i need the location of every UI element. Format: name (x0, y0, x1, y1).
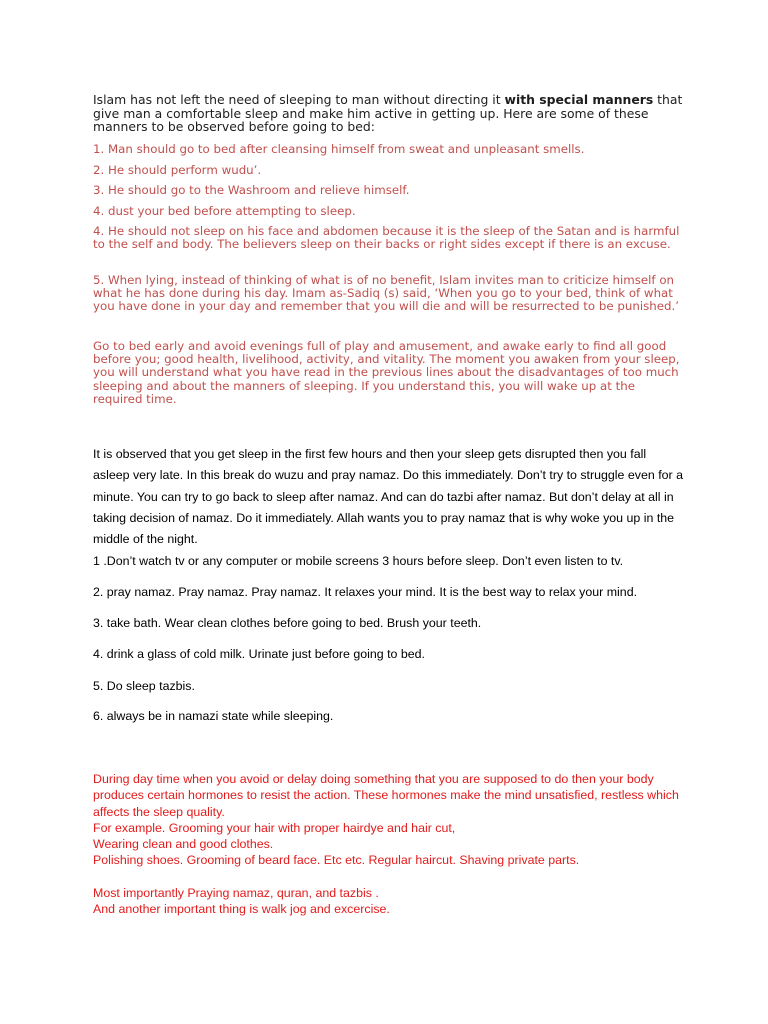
tip-item: 4. drink a glass of cold milk. Urinate just before going to bed. (93, 647, 425, 661)
tip-item: 3. take bath. Wear clean clothes before going to bed. Brush your teeth. (93, 616, 482, 630)
note-line: Polishing shoes. Grooming of beard face. Etc etc. Regular haircut. Shaving private parts. (93, 853, 580, 868)
hormones-note (93, 771, 683, 869)
manner-item: 5. When lying, instead of thinking of what is of no benefit, Islam invites man to criticize himself on what he has done during his day. Imam as-Sadiq (s) said, ‘When you go to your bed, think of what you have done in your day and remember that you will die and will be resurrected to be punished.’ (93, 273, 679, 314)
manner-item: 3. He should go to the Washroom and relieve himself. (93, 183, 410, 197)
tip-item: 1 .Don’t watch tv or any computer or mobile screens 3 hours before sleep. Don’t even listen to tv. (93, 554, 624, 568)
intro-bold-text: with special manners (504, 92, 654, 107)
note-line: Wearing clean and good clothes. (93, 837, 274, 852)
note-line: During day time when you avoid or delay doing something that you are supposed to do then your body produces certain hormones to resist the action. These hormones make the mind unsatisfied, restless which affects the sleep quality. (93, 772, 679, 819)
tip-item: 5. Do sleep tazbis. (93, 679, 195, 693)
intro-text-start: Islam has not left the need of sleeping to man without directing it (93, 92, 505, 107)
intro-text-end: that give man a comfortable sleep and make him active in getting up. Here are some of these manners to be observed before going to bed: (93, 92, 683, 134)
tip-item: 6. always be in namazi state while sleeping. (93, 709, 334, 723)
manner-item: 1. Man should go to bed after cleansing himself from sweat and unpleasant smells. (93, 142, 585, 156)
manner-item: 4. He should not sleep on his face and abdomen because it is the sleep of the Satan and is harmful to the self and body. The believers sleep on their backs or right sides except if there is an excuse. (93, 224, 680, 252)
note-line: For example. Grooming your hair with proper hairdye and hair cut, (93, 820, 456, 835)
manner-item: 2. He should perform wudu’. (93, 163, 262, 177)
note-line: And another important thing is walk jog and excercise. (93, 902, 390, 917)
tip-item: 2. pray namaz. Pray namaz. Pray namaz. It relaxes your mind. It is the best way to relax your mind. (93, 585, 638, 599)
intro-paragraph (93, 93, 683, 134)
manner-item: 4. dust your bed before attempting to sleep. (93, 204, 356, 218)
note-line: Most importantly Praying namaz, quran, and tazbis . (93, 886, 379, 900)
night-paragraph: It is observed that you get sleep in the first few hours and then your sleep gets disrupted then you fall asleep very late. In this break do wuzu and pray namaz. Do this immediately. Don’t try to struggle even for a minute. You can try to go back to sleep after namaz. And can do tazbi after namaz. But don’t delay at all in taking decision of namaz. Do it immediately. Allah wants you to pray namaz that is why woke you up in the middle of the night. (93, 447, 683, 547)
closing-paragraph: Go to bed early and avoid evenings full of play and amusement, and awake early to find all good before you; good health, livelihood, activity, and vitality. The moment you awaken from your sleep, you will understand what you have read in the previous lines about the disadvantages of too much sleeping and about the manners of sleeping. If you understand this, you will wake up at the required time. (93, 339, 680, 406)
importance-note (93, 885, 683, 918)
